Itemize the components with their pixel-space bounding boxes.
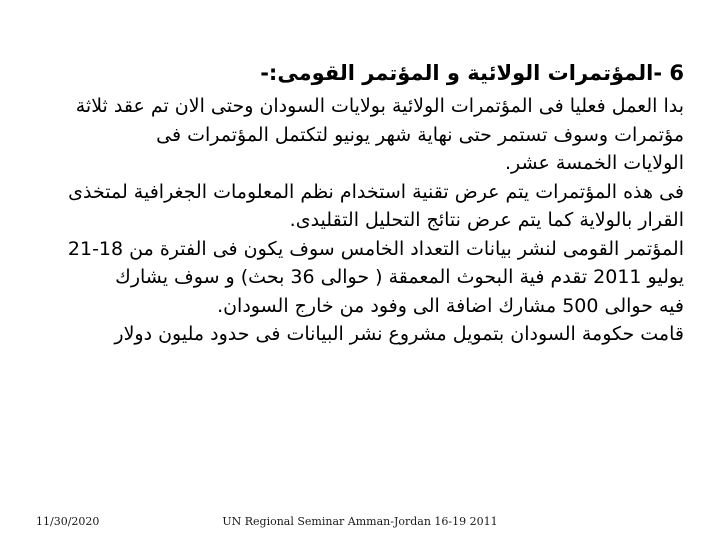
slide-content [24,58,684,349]
body-line-3: الولايات الخمسة عشر. [504,152,684,174]
body-line-5: القرار بالولاية كما يتم عرض نتائج التحليل التقليدى. [289,209,684,231]
footer-date: 11/30/2020 [36,515,100,528]
footer-title: UN Regional Seminar Amman-Jordan 16-19 2011 [222,515,498,528]
body-line-9: قامت حكومة السودان بتمويل مشروع نشر البيانات فى حدود مليون دولار [114,323,684,345]
slide-heading: 6 -المؤتمرات الولائية و المؤتمر القومى:- [260,61,684,85]
body-line-6: المؤتمر القومى لنشر بيانات التعداد الخامس سوف يكون فى الفترة من 18-21 [67,237,684,260]
body-line-2: مؤتمرات وسوف تستمر حتى نهاية شهر يونيو لتكتمل المؤتمرات فى [156,123,684,146]
body-line-4: فى هذه المؤتمرات يتم عرض تقنية استخدام نظم المعلومات الجغرافية لمتخذى [68,180,684,203]
body-line-7: يوليو 2011 تقدم فية البحوث المعمقة ( حوالى 36 بحث) و سوف يشارك [115,266,684,288]
body-line-8: فيه حوالى 500 مشارك اضافة الى وفود من خارج السودان. [217,294,684,317]
body-line-1: بدا العمل فعليا فى المؤتمرات الولائية بولايات السودان وحتى الان تم عقد ثلاثة [75,95,684,117]
